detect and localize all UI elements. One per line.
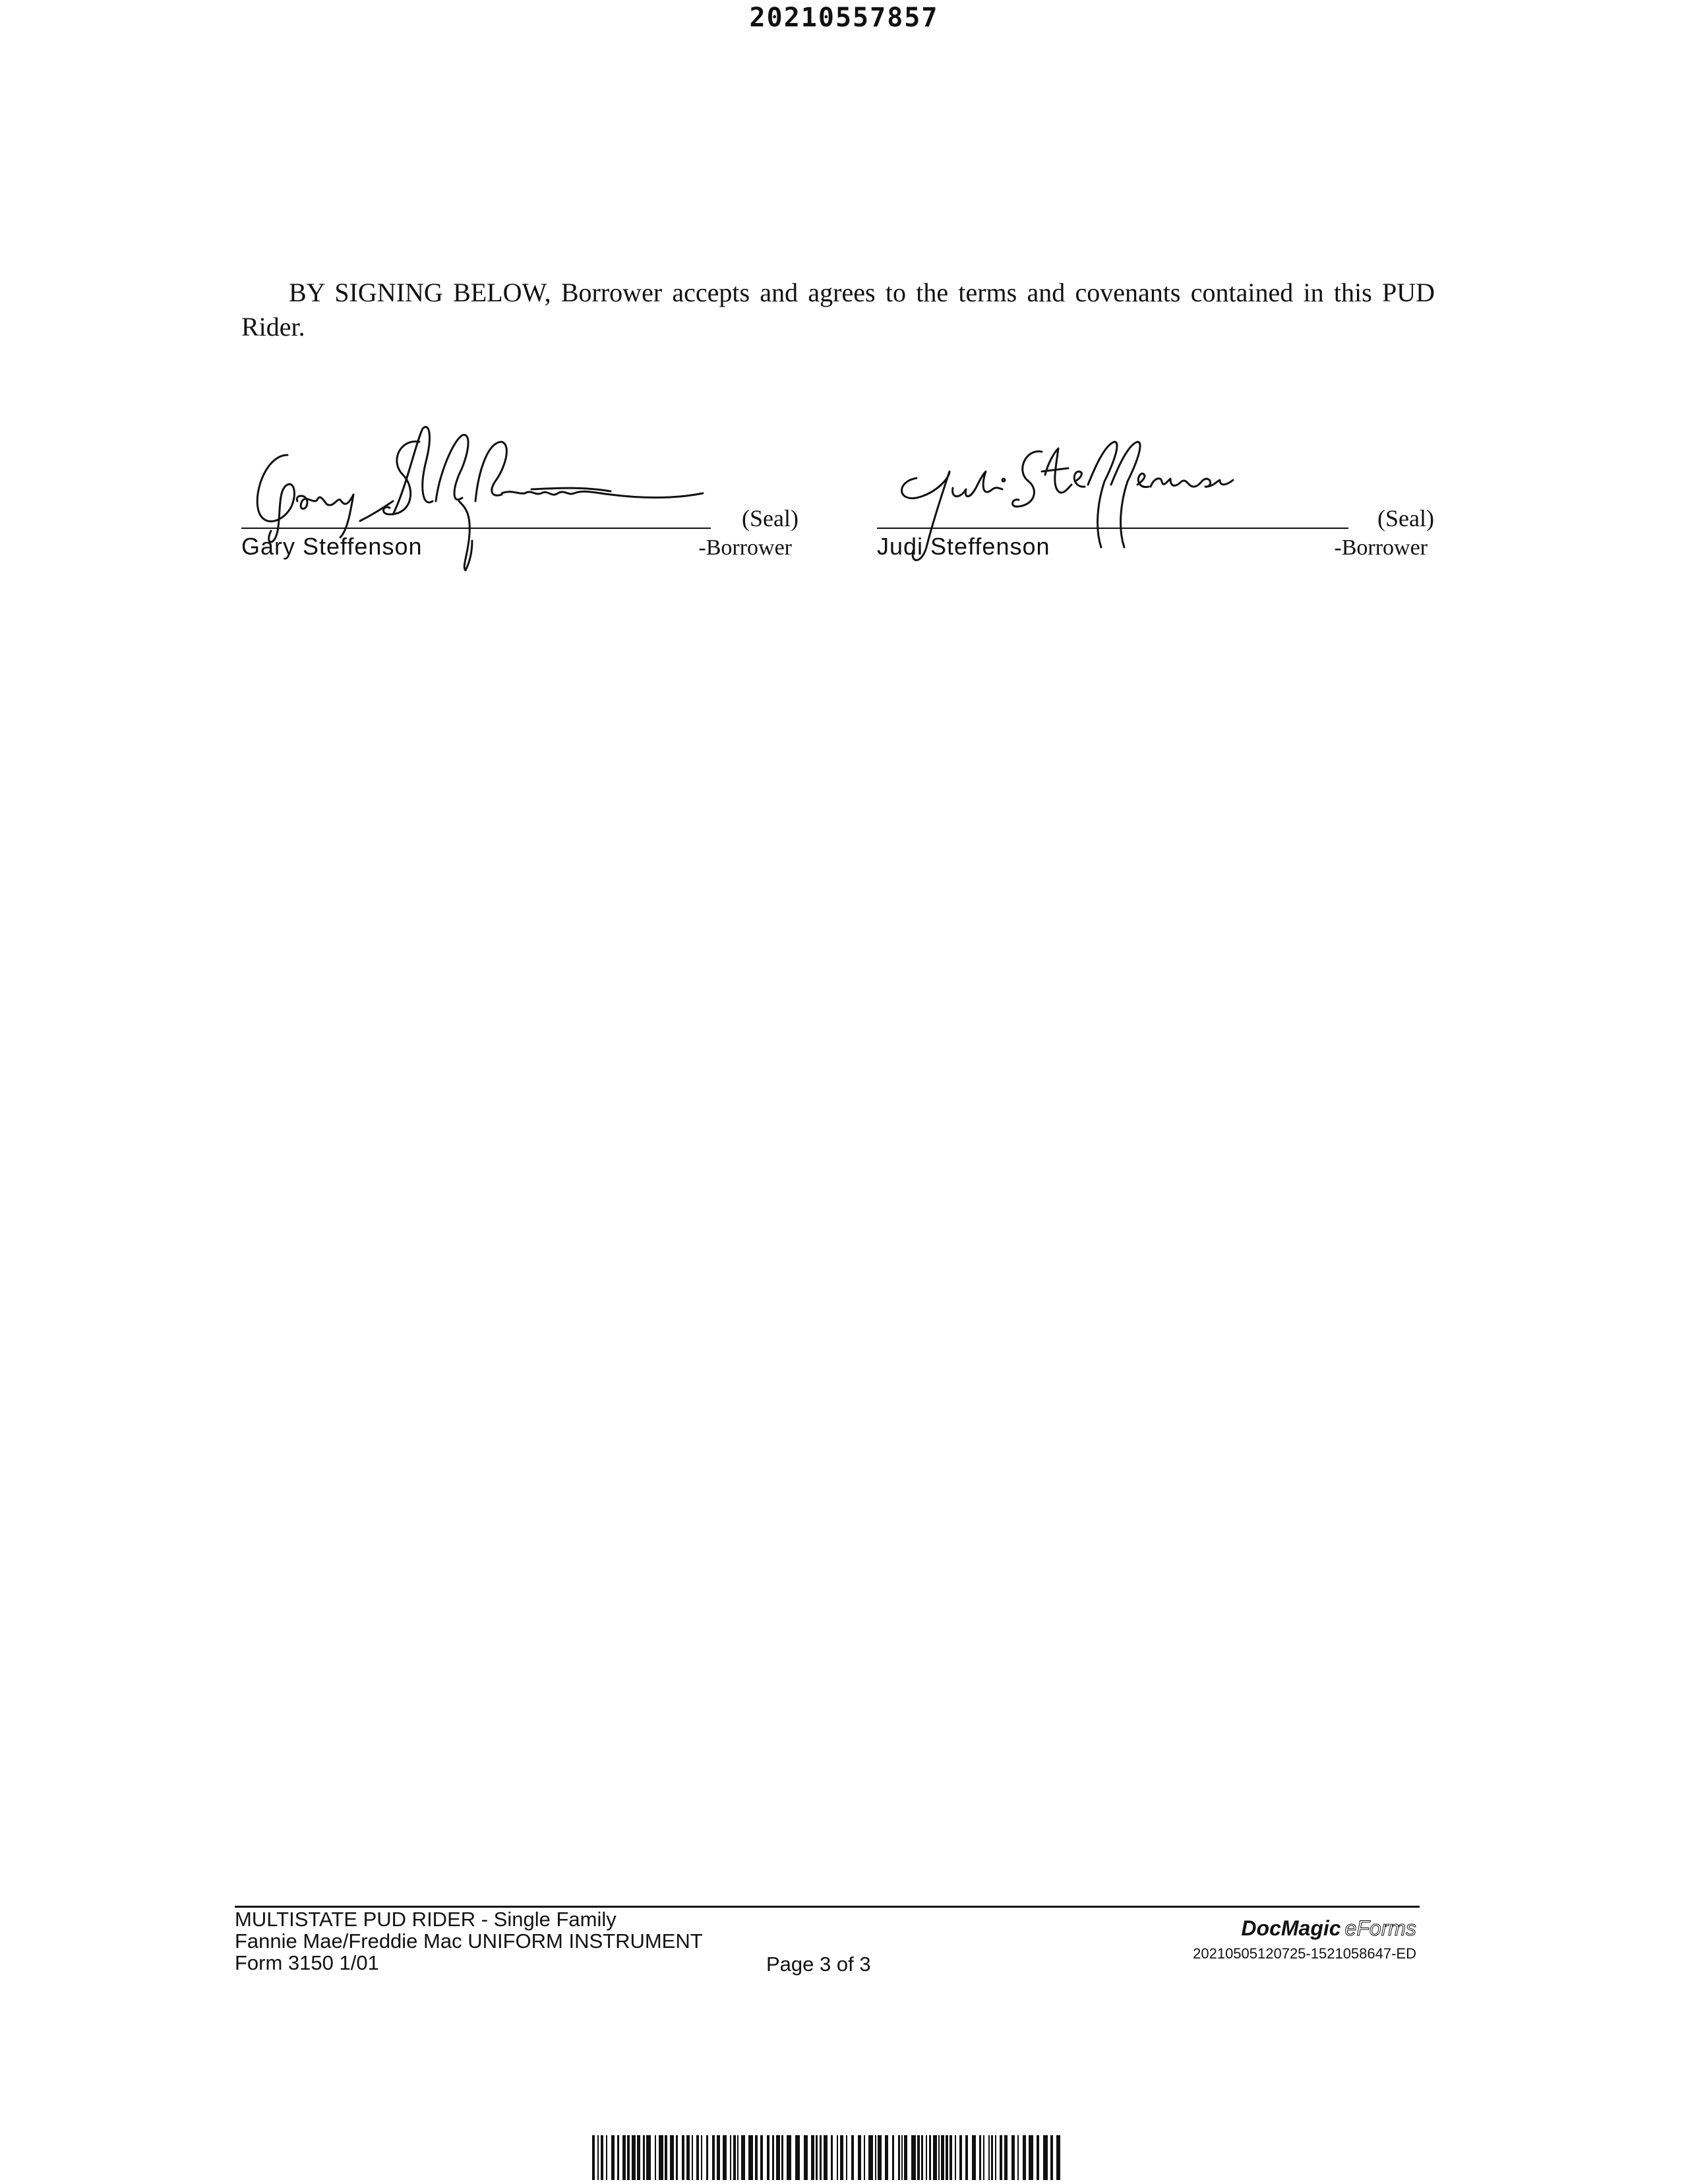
form-identification <box>235 1908 703 1974</box>
signature-line <box>241 528 711 529</box>
signer-role: -Borrower <box>698 535 792 560</box>
seal-label: (Seal) <box>1377 505 1434 531</box>
printed-name: Judi Steffenson <box>877 533 1050 560</box>
signer-role: -Borrower <box>1334 535 1428 560</box>
form-title: MULTISTATE PUD RIDER - Single Family <box>235 1908 617 1931</box>
signature-block-judi <box>877 415 1434 580</box>
seal-label: (Seal) <box>742 505 799 531</box>
form-instrument: Fannie Mae/Freddie Mac UNIFORM INSTRUMENT <box>235 1929 703 1953</box>
page-number: Page 3 of 3 <box>766 1953 871 1976</box>
form-number: Form 3150 1/01 <box>235 1951 379 1974</box>
brand-product: eForms <box>1344 1916 1416 1940</box>
signature-line <box>877 528 1348 529</box>
signature-block-gary <box>241 415 799 580</box>
printed-name: Gary Steffenson <box>241 533 423 560</box>
brand-name: DocMagic <box>1241 1916 1341 1940</box>
recording-number: 20210557857 <box>749 3 939 33</box>
docmagic-logo <box>1241 1916 1416 1941</box>
document-code: 20210505120725-1521058647-ED <box>1193 1945 1416 1962</box>
signing-statement: BY SIGNING BELOW, Borrower accepts and agrees to the terms and covenants contained in this PUD Rider. <box>241 278 1435 342</box>
barcode-image <box>592 2135 1064 2180</box>
